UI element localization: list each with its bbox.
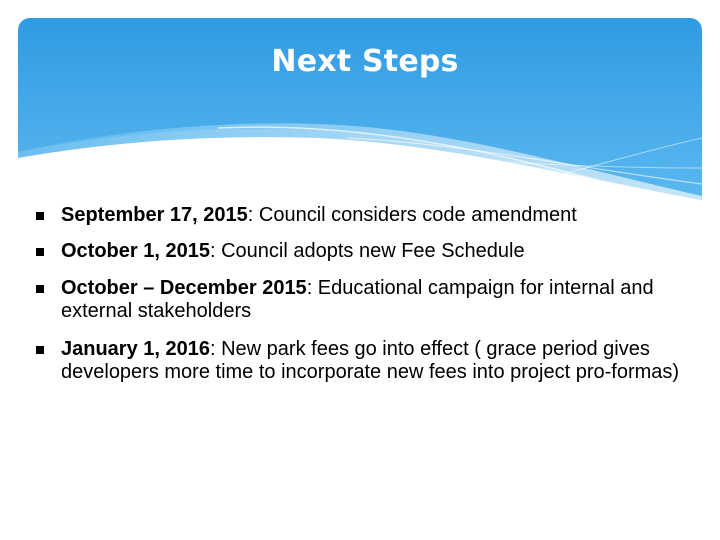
bullet-list xyxy=(34,200,694,384)
title-banner xyxy=(18,18,702,200)
square-bullet-icon xyxy=(36,285,44,293)
bullet-text: : New park fees go into effect ( grace period gives developers more time to incorporate new fees into project pro-formas) xyxy=(61,338,680,383)
bullet-item xyxy=(34,277,694,323)
bullet-item xyxy=(34,338,694,384)
slide-title: Next Steps xyxy=(271,44,459,79)
bullet-text: : Educational campaign for internal and external stakeholders xyxy=(61,277,654,322)
bullet-date: October – December 2015 xyxy=(61,277,307,299)
bullet-date: January 1, 2016 xyxy=(61,338,210,360)
bullet-date: October 1, 2015 xyxy=(61,240,210,262)
bullet-date: September 17, 2015 xyxy=(61,204,248,226)
square-bullet-icon xyxy=(36,248,44,256)
bullet-text: : Council considers code amendment xyxy=(247,204,577,226)
square-bullet-icon xyxy=(36,346,44,354)
bullet-text: : Council adopts new Fee Schedule xyxy=(209,240,525,262)
bullet-item xyxy=(34,204,694,227)
square-bullet-icon xyxy=(36,212,44,220)
bullet-item xyxy=(34,240,694,263)
